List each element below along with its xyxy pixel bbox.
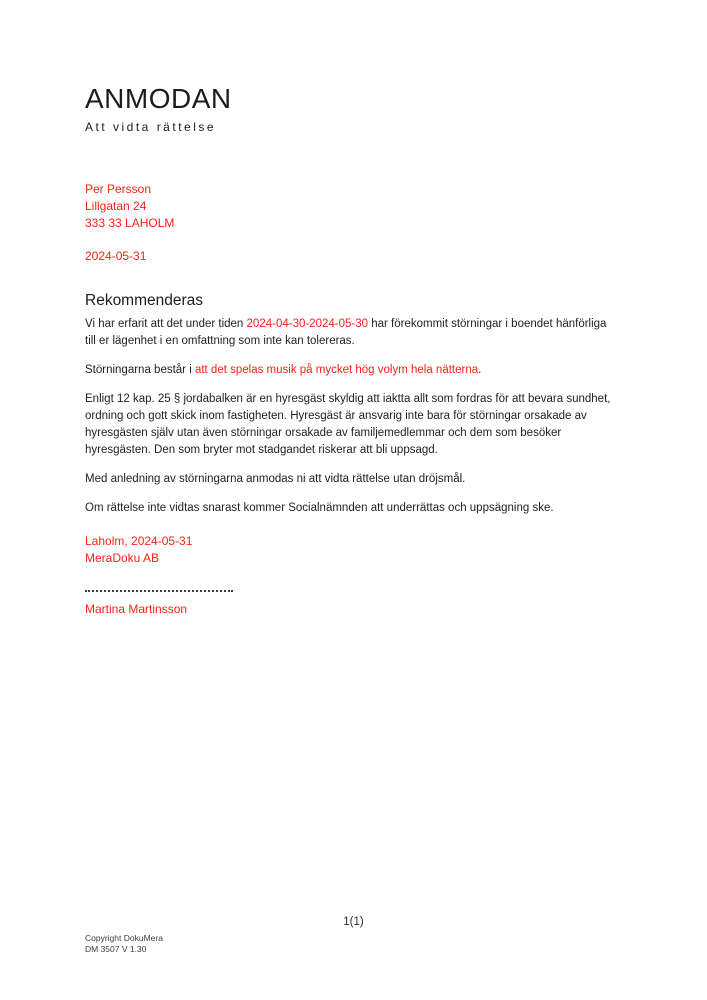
signature-name: Martina Martinsson: [85, 602, 188, 616]
signature-dotted-line: [85, 590, 233, 592]
paragraph-disturbance-highlight: att det spelas musik på mycket hög volym hela nätterna: [194, 364, 479, 376]
paragraph-disturbance: [85, 362, 620, 379]
paragraph-intro-text-after: har förekommit störningar i boendet hänförliga till er lägenhet i en omfattning som inte kan tolereras.: [85, 318, 607, 347]
paragraph-warning: Om rättelse inte vidtas snarast kommer Socialnämnden att underrättas och uppsägning ske.: [85, 502, 554, 514]
recipient-name: Per Persson: [85, 182, 152, 196]
footer-copyright-line2: DM 3507 V 1.30: [85, 944, 147, 954]
paragraph-law-reference: Enligt 12 kap. 25 § jordabalken är en hyresgäst skyldig att iaktta allt som fordras för att bevara sundhet, ordning och gott skick inom fastigheten. Hyresgäst är ansvarig inte bara för störningar orsakade av hyresgästen själv utan även störningar orsakade av familjemedlemmar och dem som besöker hyresgästen. Den som bryter mot stadgandet riskerar att bli uppsagd.: [85, 393, 611, 456]
paragraph-demand: Med anledning av störningarna anmodas ni att vidta rättelse utan dröjsmål.: [85, 473, 466, 485]
paragraph-intro-text-before: Vi har erfarit att det under tiden: [85, 318, 247, 330]
recipient-address-block: [85, 181, 620, 232]
footer-copyright: [85, 933, 163, 955]
paragraph-intro: [85, 316, 620, 350]
signature-block: [85, 533, 620, 567]
paragraph-intro-period-highlight: 2024-04-30-2024-05-30: [246, 318, 369, 330]
signature-company: MeraDoku AB: [85, 551, 160, 565]
document-subtitle: Att vidta rättelse: [85, 120, 217, 134]
section-heading: Rekommenderas: [85, 292, 204, 309]
document-title: ANMODAN: [85, 83, 232, 114]
paragraph-disturbance-text-before: Störningarna består i: [85, 364, 195, 376]
page-number: 1(1): [343, 916, 364, 928]
recipient-postal-city: 333 33 LAHOLM: [85, 216, 175, 230]
paragraph-disturbance-text-after: .: [478, 364, 482, 376]
letter-date: 2024-05-31: [85, 249, 147, 263]
recipient-street: Lillgatan 24: [85, 199, 147, 213]
signature-place-date: Laholm, 2024-05-31: [85, 534, 193, 548]
footer-copyright-line1: Copyright DokuMera: [85, 933, 163, 943]
